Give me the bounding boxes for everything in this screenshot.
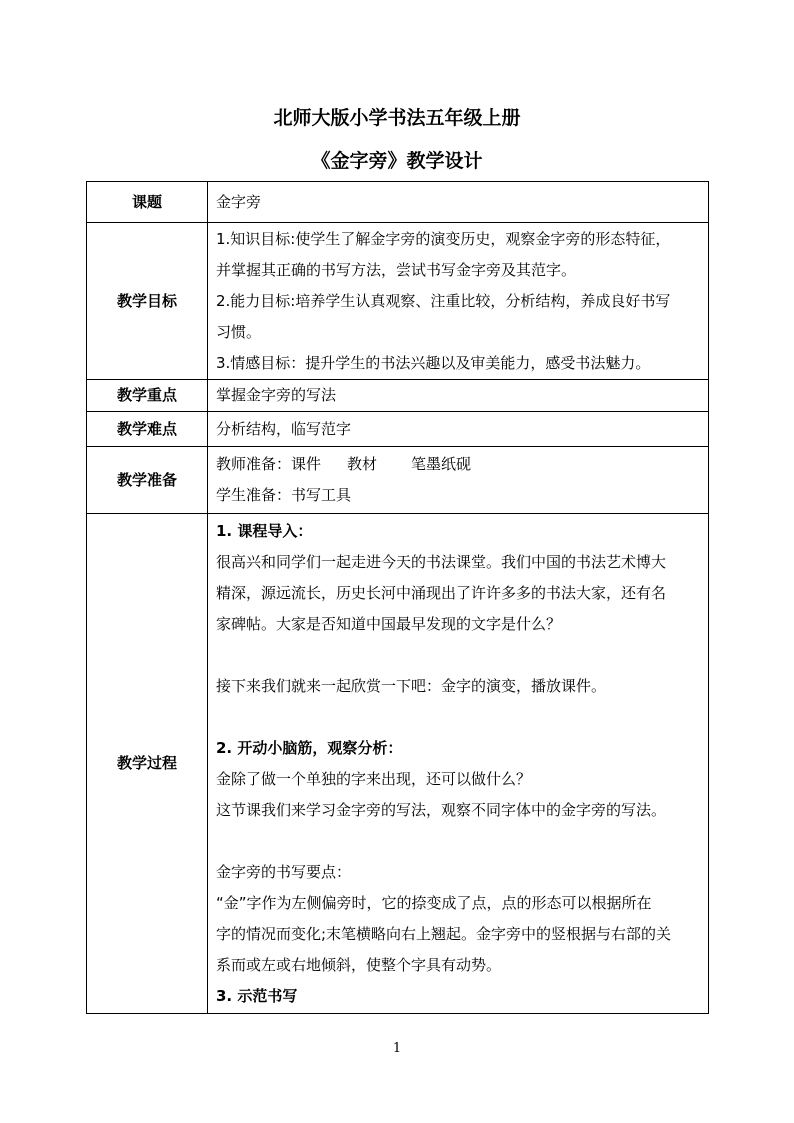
section-heading: 1. 课程导入： [216,521,313,540]
page-number: 1 [392,1041,402,1056]
section-heading: 2. 开动小脑筋，观察分析： [216,738,403,757]
document-subtitle: 《金字旁》教学设计 [311,150,483,172]
preparation-content [208,447,709,514]
teacher-preparation-prefix: 教师准备：课件 [216,455,322,473]
row-key-point [87,380,709,412]
row-difficulty [87,412,709,447]
paragraph-line: 字的情况而变化;末笔横略向右上翘起。金字旁中的竖根据与右部的关 [216,924,672,943]
student-preparation: 学生准备：书写工具 [216,486,352,504]
section-heading: 3. 示范书写 [216,986,298,1005]
lesson-plan-table [86,181,709,1014]
topic-value: 金字旁 [208,182,709,223]
topic-label: 课题 [87,182,208,223]
paragraph-line: 精深，源远流长，历史长河中涌现出了许许多多的书法大家，还有名 [216,583,667,602]
objectives-label: 教学目标 [87,223,208,380]
paragraph-line: 家碑帖。大家是否知道中国最早发现的文字是什么？ [216,614,562,633]
objectives-content [208,223,709,380]
key-point-value: 掌握金字旁的写法 [208,380,709,412]
row-process [87,514,709,1014]
blank-line [216,702,702,733]
row-topic [87,182,709,223]
objective-line: 并掌握其正确的书写方法，尝试书写金字旁及其范字。 [216,260,577,279]
process-content [208,514,709,1014]
process-label: 教学过程 [87,514,208,1014]
objective-line: 2.能力目标:培养学生认真观察、注重比较，分析结构，养成良好书写 [216,291,671,310]
paragraph-line: “金”字作为左侧偏旁时，它的捺变成了点，点的形态可以根据所在 [216,893,652,912]
document-title: 北师大版小学书法五年级上册 [273,107,521,129]
teacher-preparation-item: 笔墨纸砚 [411,455,472,473]
paragraph-line: 金字旁的书写要点： [216,862,352,881]
teacher-preparation-item: 教材 [347,455,378,473]
teacher-preparation [216,449,702,480]
paragraph-line: 接下来我们就来一起欣赏一下吧：金字的演变，播放课件。 [216,676,607,695]
paragraph-line: 金除了做一个单独的字来出现，还可以做什么？ [216,769,532,788]
objective-line: 1.知识目标:使学生了解金字旁的演变历史，观察金字旁的形态特征， [216,229,671,248]
blank-line [216,826,702,857]
key-point-label: 教学重点 [87,380,208,412]
row-objectives [87,223,709,380]
objective-line: 3.情感目标：提升学生的书法兴趣以及审美能力，感受书法魅力。 [216,353,651,372]
paragraph-line: 系而或左或右地倾斜，使整个字具有动势。 [216,955,502,974]
blank-line [216,640,702,671]
preparation-label: 教学准备 [87,447,208,514]
paragraph-line: 很高兴和同学们一起走进今天的书法课堂。我们中国的书法艺术博大 [216,552,667,571]
paragraph-line: 这节课我们来学习金字旁的写法，观察不同字体中的金字旁的写法。 [216,800,667,819]
row-preparation [87,447,709,514]
difficulty-value: 分析结构，临写范字 [208,412,709,447]
objective-line: 习惯。 [216,322,262,341]
difficulty-label: 教学难点 [87,412,208,447]
